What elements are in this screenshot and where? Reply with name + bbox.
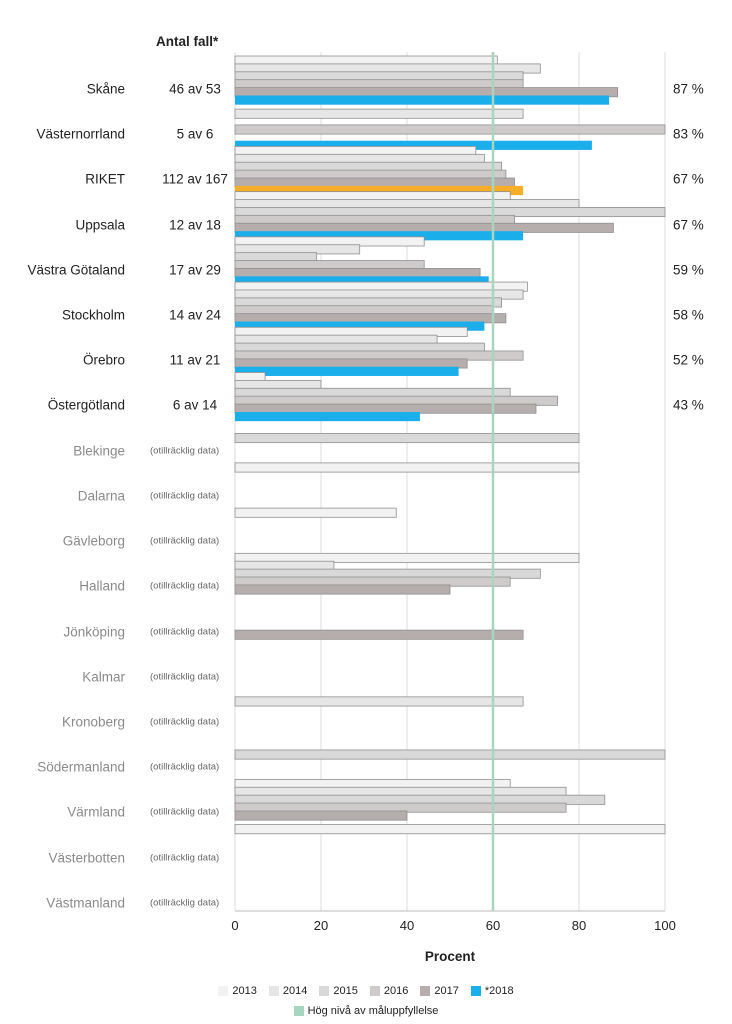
x-tick-label: 60: [485, 918, 501, 933]
bar-Uppsala-2017: [235, 223, 613, 232]
region-name: Västernorrland: [36, 126, 125, 142]
case-count: (otillräcklig data): [150, 897, 220, 909]
bar-Östergötland-2017: [235, 404, 536, 413]
x-axis-label: Procent: [424, 949, 476, 964]
bar-Kronoberg-2014: [235, 697, 523, 706]
case-count: (otillräcklig data): [150, 852, 220, 864]
case-count: (otillräcklig data): [150, 671, 220, 683]
legend-label: 2013: [232, 985, 257, 997]
bar-Dalarna-2013: [235, 463, 579, 472]
legend-item: [269, 985, 307, 997]
region-name: Kronoberg: [61, 714, 125, 730]
x-tick-label: 40: [399, 918, 415, 933]
legend-label: *2018: [484, 985, 514, 997]
percent-value: 83 %: [673, 126, 704, 142]
region-name: Gävleborg: [62, 533, 125, 549]
legend-item-target: [294, 1005, 439, 1017]
region-name: Kalmar: [82, 669, 125, 685]
x-tick-label: 0: [231, 918, 239, 933]
region-name: Örebro: [82, 352, 125, 368]
region-name: Västra Götaland: [27, 262, 125, 278]
bar-Blekinge-2015: [235, 433, 579, 442]
x-tick-label: 100: [654, 918, 676, 933]
percent-value: 87 %: [673, 81, 704, 97]
region-name: Uppsala: [75, 217, 125, 233]
bar-Östergötland-*2018: [235, 412, 420, 421]
percent-value: 59 %: [673, 262, 704, 278]
bar-Värmland-2017: [235, 811, 407, 820]
case-count: 46 av 53: [169, 81, 221, 97]
legend-item: [319, 985, 357, 997]
region-name: Västmanland: [46, 895, 125, 911]
case-count: (otillräcklig data): [150, 445, 220, 457]
legend-item: [370, 985, 408, 997]
case-count: 14 av 24: [169, 307, 221, 323]
bar-Jönköping-2017: [235, 630, 523, 639]
legend-swatch: [218, 986, 228, 996]
region-name: Södermanland: [37, 759, 125, 775]
region-name: Dalarna: [77, 488, 125, 504]
bar-Västra Götaland-2017: [235, 268, 480, 277]
bar-Örebro-2017: [235, 359, 467, 368]
bar-Västerbotten-2013: [235, 825, 665, 834]
percent-value: 52 %: [673, 352, 704, 368]
case-count: (otillräcklig data): [150, 535, 220, 547]
region-name: RIKET: [85, 171, 125, 187]
legend-item: [420, 985, 458, 997]
x-tick-label: 80: [571, 918, 587, 933]
legend-item: [218, 985, 256, 997]
percent-value: 58 %: [673, 307, 704, 323]
bar-Stockholm-2017: [235, 314, 506, 323]
legend-label: 2016: [383, 985, 409, 997]
percent-value: 67 %: [673, 171, 704, 187]
bar-Gävleborg-2013: [235, 508, 396, 517]
x-tick-label: 20: [313, 918, 329, 933]
legend-swatch: [471, 986, 481, 996]
legend-swatch: [269, 986, 279, 996]
case-count: 11 av 21: [169, 352, 221, 368]
legend-swatch: [420, 986, 430, 996]
region-name: Stockholm: [61, 307, 125, 323]
legend-swatch: [319, 986, 329, 996]
bar-Västernorrland-2014: [235, 109, 523, 118]
percent-value: 43 %: [673, 397, 704, 413]
legend-item: [471, 985, 514, 997]
region-name: Jönköping: [63, 624, 125, 640]
region-name: Skåne: [86, 81, 125, 97]
case-count: 112 av 167: [162, 171, 228, 187]
target-legend: [0, 1005, 732, 1017]
case-count: (otillräcklig data): [150, 716, 220, 728]
legend-swatch-target: [294, 1006, 304, 1016]
legend-swatch: [370, 986, 380, 996]
case-count: (otillräcklig data): [150, 580, 220, 592]
region-name: Västerbotten: [48, 850, 125, 866]
bar-Skåne-*2018: [235, 96, 609, 105]
region-name: Blekinge: [73, 443, 125, 459]
bar-Västernorrland-2016: [235, 125, 665, 134]
percent-value: 67 %: [673, 217, 704, 233]
case-count: 5 av 6: [176, 126, 214, 142]
bar-Södermanland-2015: [235, 750, 665, 759]
case-count: 6 av 14: [172, 397, 218, 413]
legend: [0, 985, 732, 997]
bar-Örebro-*2018: [235, 367, 459, 376]
legend-label: 2014: [282, 985, 308, 997]
region-name: Värmland: [67, 804, 125, 820]
region-name: Halland: [79, 578, 125, 594]
legend-label-target: Hög nivå av måluppfyllelse: [307, 1005, 439, 1017]
region-name: Östergötland: [47, 397, 125, 413]
case-count: (otillräcklig data): [150, 626, 220, 638]
bar-Skåne-2017: [235, 88, 618, 97]
case-count: (otillräcklig data): [150, 490, 220, 502]
legend-label: 2015: [333, 985, 358, 997]
legend-label: 2017: [434, 985, 459, 997]
bar-Halland-2017: [235, 585, 450, 594]
case-count: (otillräcklig data): [150, 806, 220, 818]
count-column-header: Antal fall*: [156, 34, 219, 49]
case-count: (otillräcklig data): [150, 761, 220, 773]
case-count: 12 av 18: [169, 217, 221, 233]
bar-RIKET-2017: [235, 178, 515, 187]
case-count: 17 av 29: [169, 262, 221, 278]
